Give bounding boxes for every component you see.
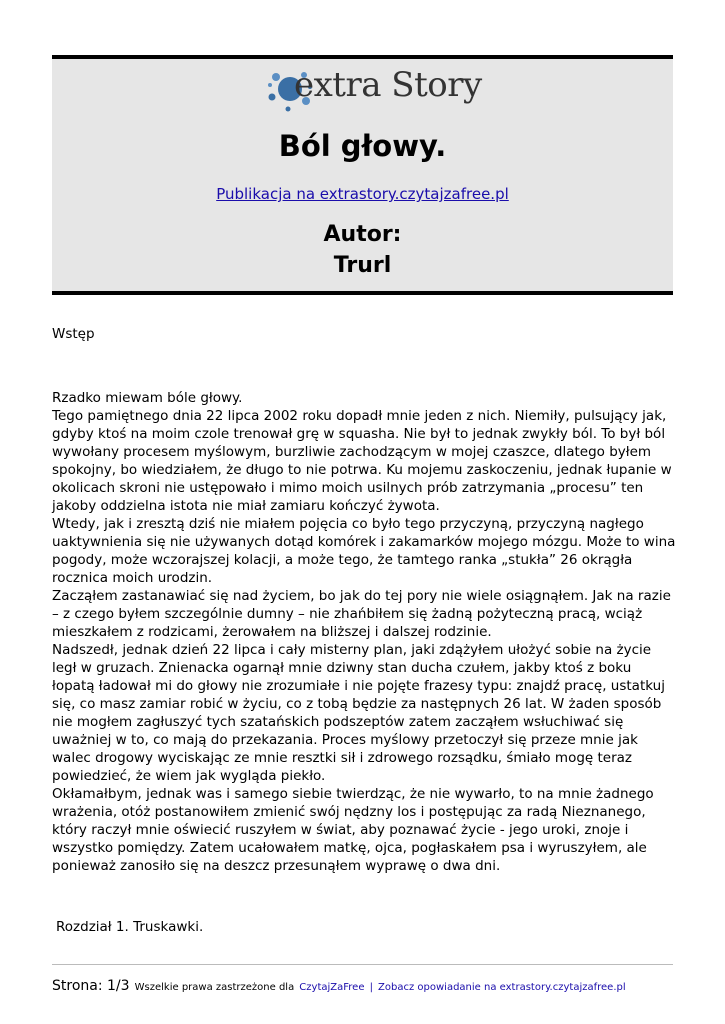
paragraph: Nadszedł, jednak dzień 22 lipca i cały misterny plan, jaki zdążyłem ułożyć sobie na życie legł w gruzach. Znienacka ogarnął mnie dziwny stan ducha czułem, jakby ktoś z boku łopatą ładował mi do głowy nie zrozumiałe i nie pojęte frazesy typu: znajdź pracę, ustatkuj się, co masz zamiar robić w życiu, co z tobą będzie za następnych 26 lat. W żaden sposób nie mogłem zagłuszyć tych szatańskich podszeptów zatem zacząłem wsłuchiwać się uważniej w to, co mają do przekazania. Proces myślowy przetoczył się przeze mnie jak walec drogowy wyciskając ze mnie resztki sił i zdrowego rozsądku, śmiało mogę teraz powiedzieć, że wiem jak wygląda piekło. (52, 642, 665, 784)
site-logo[interactable] (266, 63, 482, 115)
paragraph: Wtedy, jak i zresztą dziś nie miałem pojęcia co było tego przyczyną, przyczyną nagłego uaktywnienia się nie używanych dotąd komórek i zakamarków mojego mózgu. Może to wina pogody, może wczorajszej kolacji, a może tego, że tamtego ranka „stukła” 26 okrągła rocznica moich urodzin. (52, 516, 676, 586)
author-name: Trurl (333, 253, 392, 278)
chapter-heading: Rozdział 1. Truskawki. (56, 919, 204, 935)
header-box (52, 55, 673, 295)
publication-link[interactable]: Publikacja na extrastory.czytajzafree.pl (216, 185, 509, 203)
logo-text: extra Story (294, 65, 482, 105)
page-title: Ból głowy. (278, 129, 447, 163)
page-number: Strona: 1/3 (52, 978, 130, 994)
intro-heading: Wstęp (52, 326, 95, 342)
footer-divider (52, 964, 673, 965)
paragraph: Zacząłem zastanawiać się nad życiem, bo jak do tej pory nie wiele osiągnąłem. Jak na razie – z czego byłem szczególnie dumny – nie zhańbiłem się żadną pożyteczną pracą, wciąż mieszkałem z rodzicami, żerowałem na bliższej i dalszej rodzinie. (52, 588, 671, 640)
rights-text: Wszelkie prawa zastrzeżone dla (134, 982, 295, 993)
paragraph: Rzadko miewam bóle głowy. (52, 390, 243, 406)
story-body (52, 389, 677, 875)
footer (52, 975, 626, 994)
footer-separator: | (369, 982, 373, 993)
author-label: Autor: (323, 222, 402, 247)
site-link[interactable]: CzytajZaFree (299, 982, 365, 993)
paragraph: Okłamałbym, jednak was i samego siebie twierdząc, że nie wywarło, to na mnie żadnego wrażenia, otóż postanowiłem zmienić swój nędzny los i postępując za radą Nieznanego, który raczył mnie oświecić ruszyłem w świat, aby poznawać życie - jego uroki, znoje i wszystko pomiędzy. Zatem ucałowałem matkę, ojca, pogłaskałem psa i wyruszyłem, ale ponieważ zanosiło się na deszcz przesunąłem wyprawę o dwa dni. (52, 786, 654, 874)
story-link[interactable]: Zobacz opowiadanie na extrastory.czytajzafree.pl (378, 982, 626, 993)
paragraph: Tego pamiętnego dnia 22 lipca 2002 roku dopadł mnie jeden z nich. Niemiły, pulsujący jak, gdyby ktoś na moim czole trenował grę w squasha. Nie był to jednak zwykły ból. To był ból wywołany procesem myślowym, burzliwie zachodzącym w mojej czaszce, dlatego byłem spokojny, bo wiedziałem, że długo to nie potrwa. Ku mojemu zaskoczeniu, jednak łupanie w okolicach skroni nie ustępowało i mimo moich usilnych prób zatrzymania „procesu” ten jakoby oddzielna istota nie miał zamiaru kończyć żywota. (52, 408, 672, 514)
